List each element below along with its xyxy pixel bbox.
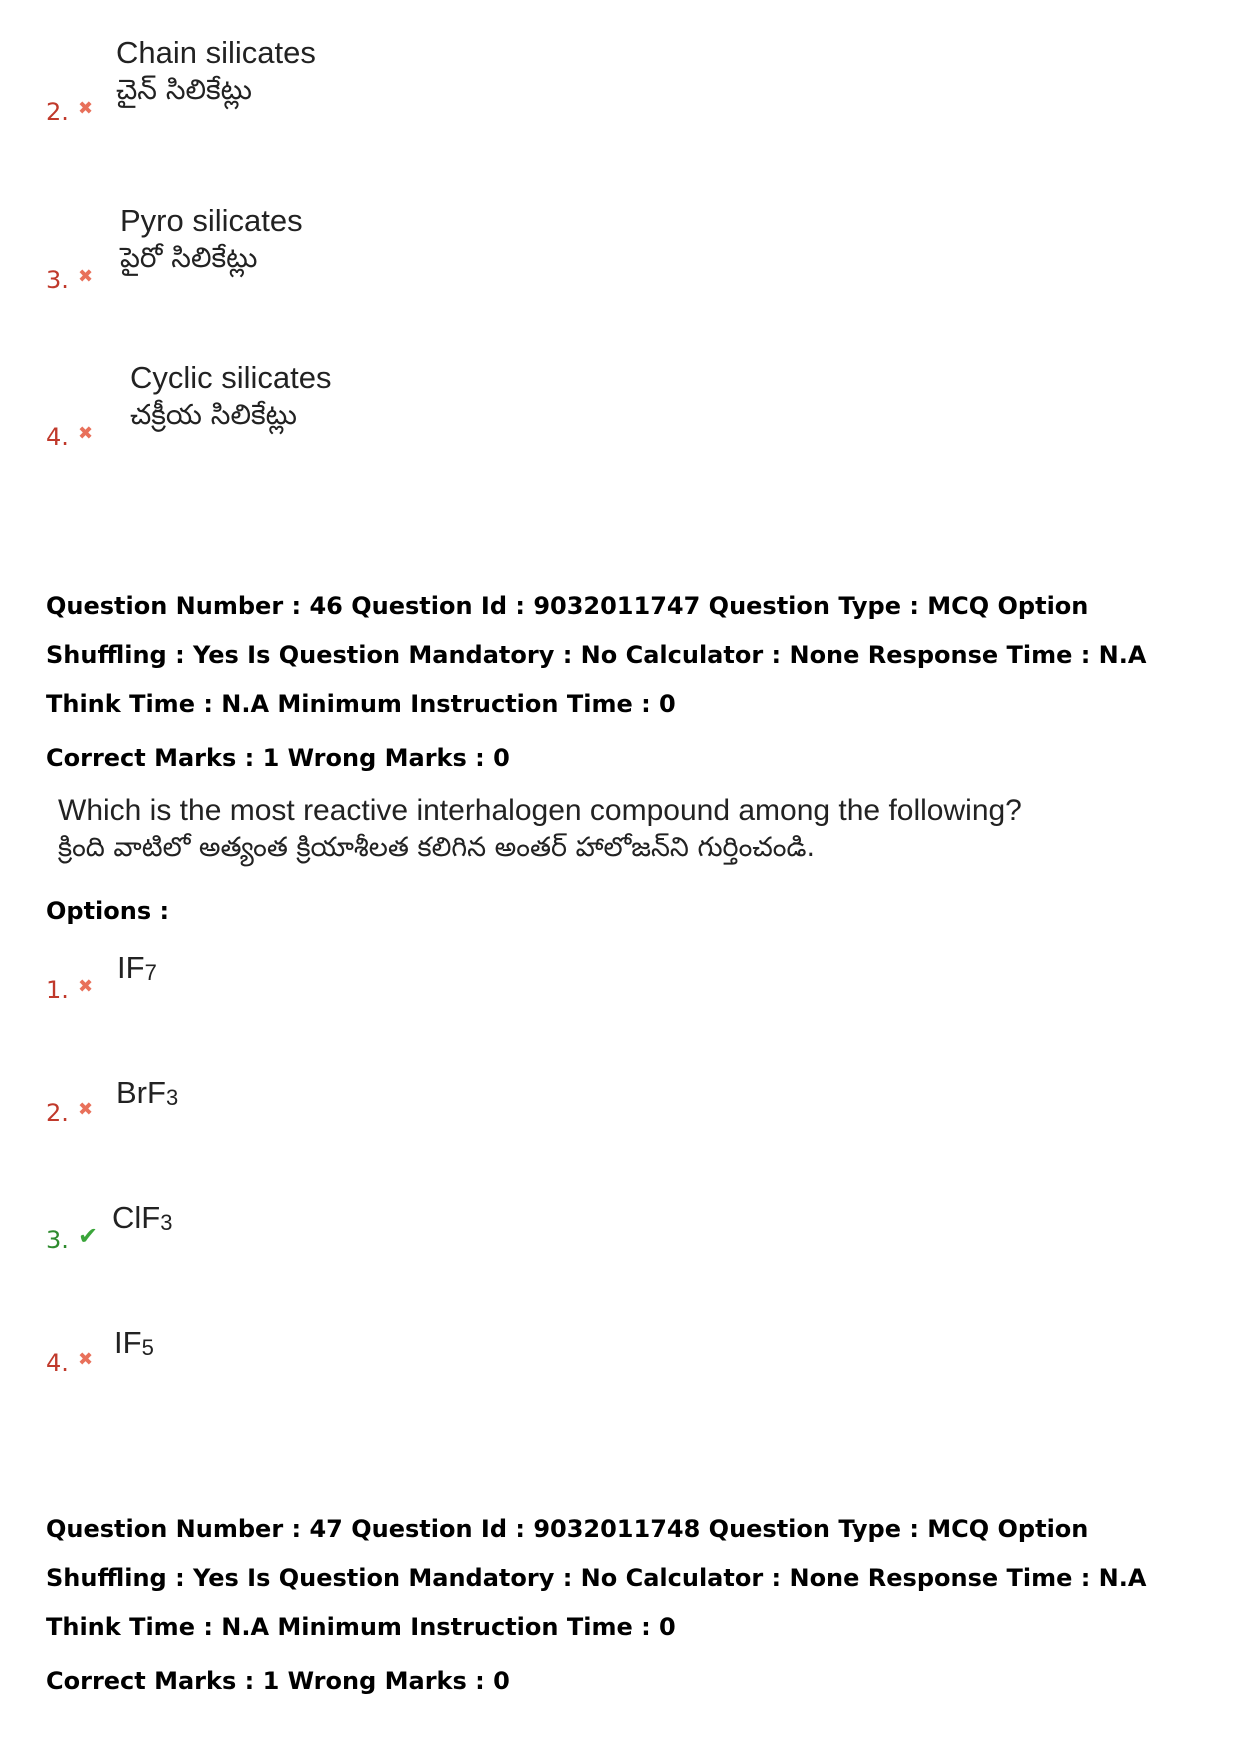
option-number: 3. xyxy=(46,266,69,294)
cross-icon: ✖ xyxy=(78,1349,94,1370)
cross-icon: ✖ xyxy=(78,1099,94,1120)
question-text-te: క్రింది వాటిలో అత్యంత క్రియాశీలత కలిగిన అంతర్ హాలోజన్‌ని గుర్తించండి. xyxy=(58,832,816,863)
options-label: Options : xyxy=(46,897,170,925)
option-formula: ClF$_3$ xyxy=(112,1200,173,1235)
option-text-te: చైన్ సిలికేట్లు xyxy=(116,73,252,106)
option-number: 2. xyxy=(46,1099,69,1127)
question-46-metadata: Question Number : 46 Question Id : 9032011747 Question Type : MCQ Option Shuffling : Yes Is Question Mandatory : No Calculator : None Response Time : N.A Think Time : N.A Minimum Instruction Time : 0 xyxy=(46,592,1147,718)
option-number: 1. xyxy=(46,976,69,1004)
option-formula: $IF_5$ xyxy=(114,1325,154,1360)
option-number: 4. xyxy=(46,423,69,451)
option-image-text xyxy=(120,202,303,276)
cross-icon: ✖ xyxy=(78,423,94,444)
option-text-en: Chain silicates xyxy=(116,35,316,70)
option-number: 2. xyxy=(46,98,69,126)
option-text-te: పైరో సిలికేట్లు xyxy=(120,241,258,274)
option-formula: BrF$_3$ xyxy=(116,1075,179,1110)
cross-icon: ✖ xyxy=(78,98,94,119)
check-icon: ✔ xyxy=(78,1222,99,1250)
cross-icon: ✖ xyxy=(78,266,94,287)
option-image-text xyxy=(116,34,316,108)
question-47-marks: Correct Marks : 1 Wrong Marks : 0 xyxy=(46,1667,510,1695)
option-number: 4. xyxy=(46,1349,69,1377)
question-46-text xyxy=(58,792,1022,866)
question-46-marks: Correct Marks : 1 Wrong Marks : 0 xyxy=(46,744,510,772)
option-image-text xyxy=(130,359,332,433)
question-text-en: Which is the most reactive interhalogen compound among the following? xyxy=(58,794,1022,827)
option-number: 3. xyxy=(46,1226,69,1254)
option-text-te: చక్రీయ సిలికేట్లు xyxy=(130,398,297,431)
option-formula: $IF_7$ xyxy=(117,950,157,985)
question-47-metadata: Question Number : 47 Question Id : 9032011748 Question Type : MCQ Option Shuffling : Yes Is Question Mandatory : No Calculator : None Response Time : N.A Think Time : N.A Minimum Instruction Time : 0 xyxy=(46,1515,1147,1641)
option-text-en: Pyro silicates xyxy=(120,203,303,238)
option-text-en: Cyclic silicates xyxy=(130,360,332,395)
cross-icon: ✖ xyxy=(78,976,94,997)
